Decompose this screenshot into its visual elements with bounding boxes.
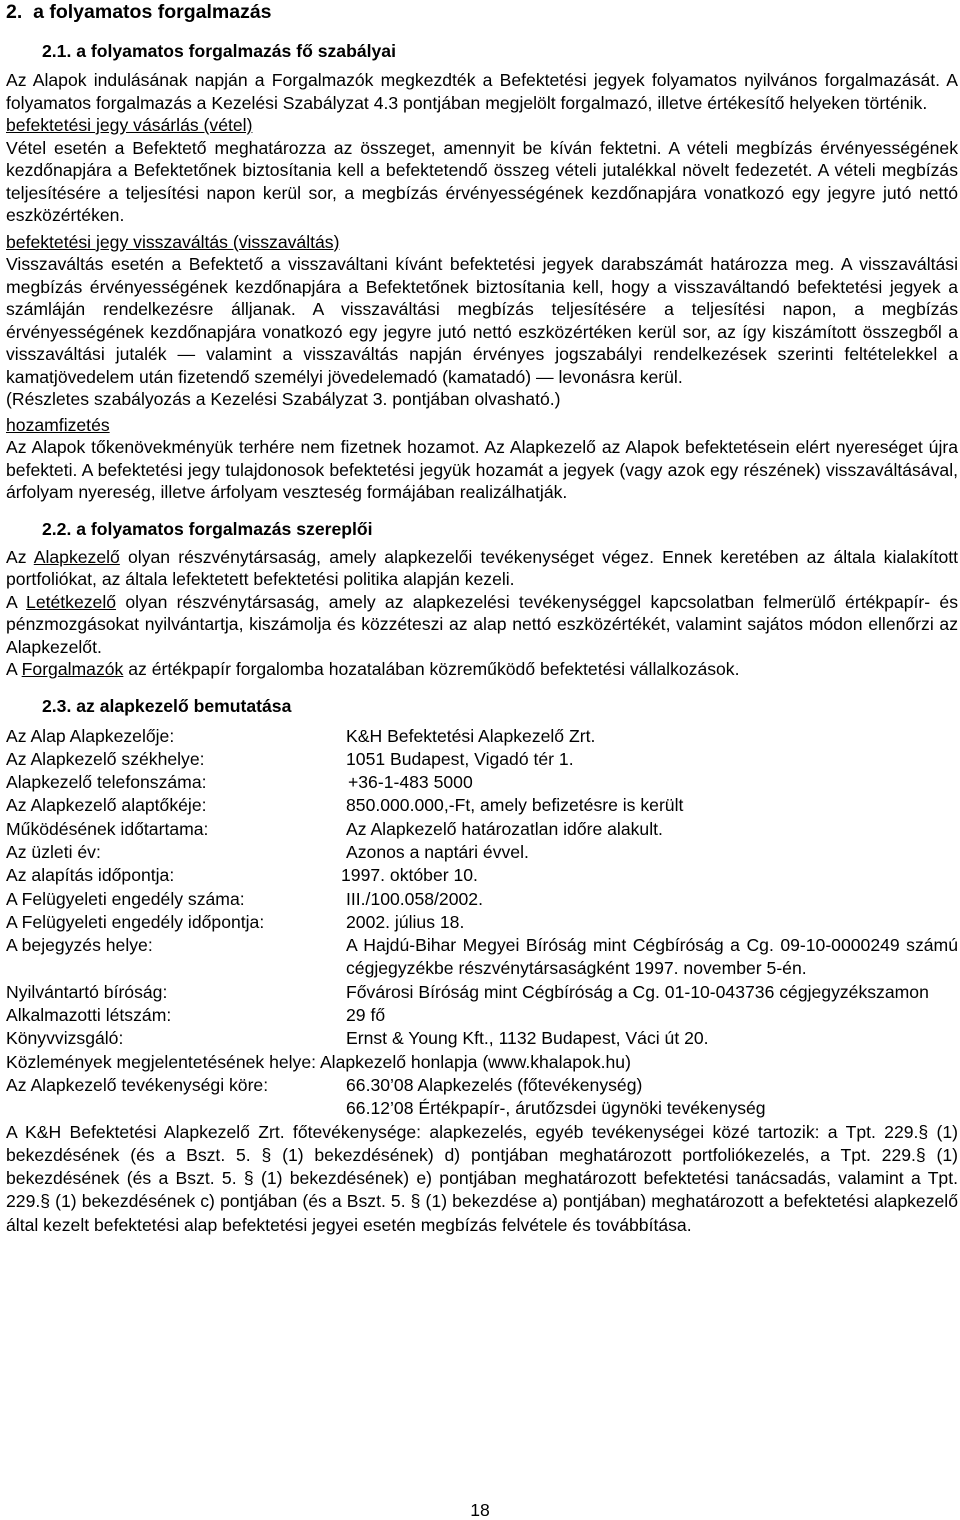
detail-value: Fővárosi Bíróság mint Cégbíróság a Cg. 01-10-043736 cégjegyzékszamon	[346, 981, 929, 1002]
role-description: az értékpapír forgalomba hozatalában közreműködő befektetési vállalkozások.	[123, 659, 740, 679]
yield-heading: hozamfizetés	[6, 414, 110, 435]
role-letetkezelo	[6, 591, 958, 659]
subsection-heading-2-1: 2.1. a folyamatos forgalmazás fő szabályai	[42, 41, 396, 61]
detail-value: +36-1-483 5000	[348, 772, 473, 793]
page-number: 18	[470, 1500, 490, 1520]
detail-value: Ernst & Young Kft., 1132 Budapest, Váci út 20.	[346, 1028, 709, 1049]
detail-value: Az Alapkezelő határozatlan időre alakult.	[346, 818, 663, 839]
activity-scope-cont	[6, 1097, 958, 1120]
role-alapkezelo	[6, 546, 958, 591]
term-alapkezelo: Alapkezelő	[33, 546, 120, 567]
detail-label: Az Alapkezelő alaptőkéje:	[6, 795, 207, 816]
detail-row	[6, 911, 958, 934]
closing-paragraph: A K&H Befektetési Alapkezelő Zrt. főtevékenysége: alapkezelés, egyéb tevékenységei közé tartozik: a Tpt. 229.§ (1) bekezdésének (és a Bszt. 5. § (1) bekezdésének) d) pontjában meghatározott portfoliókezelés, a Tpt. 229.§ (1) bekezdésének (és a Bszt. 5. § (1) bekezdésének) e) pontjában meghatározott befektetési tanácsadás, valamint a Tpt. 229.§ (1) bekezdésének c) pontjában (és a Bszt. 5. § (1) bekezdése a) pontjában) meghatározott a befektetési alapkezelő által kezelt befektetési alap befektetési jegyei esetén megbízás felvétele és továbbítása.	[6, 1121, 958, 1235]
subsection-heading-2-2: 2.2. a folyamatos forgalmazás szereplői	[42, 518, 373, 539]
yield-paragraph: Az Alapok tőkenövekményük terhére nem fizetnek hozamot. Az Alapkezelő az Alapok befektetésein elért nyereséget újra befekteti. A befektetési jegy tulajdonosok befektetési jegyük hozamát a jegyek (vagy azok egy részének) visszaváltásával, árfolyam nyereség, illetve árfolyam veszteség formájában realizálhatják.	[6, 437, 958, 502]
detail-value: 29 fő	[346, 1005, 386, 1026]
term-forgalmazok: Forgalmazók	[21, 659, 124, 679]
document-page	[6, 0, 958, 1237]
detail-label: Alkalmazotti létszám:	[6, 1005, 172, 1026]
detail-value: 850.000.000,-Ft, amely befizetésre is került	[346, 795, 684, 816]
role-description: olyan részvénytársaság, amely az alapkezelési tevékenységgel kapcsolatban felmerülő értékpapír- és pénzmozgásokat nyilvántartja, kiszámolja és közzéteszi az alap nettó eszközértékét, valamint sajátos módon ellenőrzi az Alapkezelőt.	[6, 591, 958, 657]
detail-label: Az Alap Alapkezelője:	[6, 725, 175, 746]
role-prefix: A	[6, 591, 27, 612]
role-prefix: Az	[6, 546, 34, 567]
detail-row	[6, 1027, 958, 1050]
detail-label: Működésének időtartama:	[6, 818, 209, 839]
detail-value: III./100.058/2002.	[346, 888, 483, 909]
company-details	[6, 725, 958, 1121]
detail-row	[6, 725, 958, 748]
detail-row	[6, 981, 958, 1004]
buy-paragraph: Vétel esetén a Befektető meghatározza az összeget, amennyit be kíván fektetni. A vételi megbízás érvényességének kezdőnapjára a Befektetőnek biztosítania kell a befektetendő összeg vételi jutalékkal növelt fedezetét. A vételi megbízás teljesítésére a teljesítési napon kerül sor, a megbízás érvényességének kezdőnapjára vonatkozó egy jegyre jutó nettó eszközértéken.	[6, 137, 958, 225]
activity-main: 66.30’08 Alapkezelés (főtevékenység)	[346, 1074, 643, 1095]
detail-row	[6, 841, 958, 864]
detail-value: A Hajdú-Bihar Megyei Bíróság mint Cégbíróság a Cg. 09-10-0000249 számú cégjegyzékbe részvénytársaságként 1997. november 5-én.	[346, 935, 958, 979]
detail-value: Azonos a naptári évvel.	[346, 841, 529, 862]
detail-label: Az Alapkezelő székhelye:	[6, 748, 205, 769]
detail-label: Alapkezelő telefonszáma:	[6, 772, 207, 793]
buy-heading: befektetési jegy vásárlás (vétel)	[6, 115, 253, 135]
role-prefix: A	[6, 659, 22, 679]
detail-value: K&H Befektetési Alapkezelő Zrt.	[346, 725, 596, 746]
detail-label: A bejegyzés helye:	[6, 935, 153, 956]
section-heading-2: 2. a folyamatos forgalmazás	[6, 1, 272, 23]
detail-row	[6, 1004, 958, 1027]
detail-label: A Felügyeleti engedély időpontja:	[6, 911, 265, 932]
detail-label: A Felügyeleti engedély száma:	[6, 888, 245, 909]
redeem-heading: befektetési jegy visszaváltás (visszaváltás)	[6, 231, 340, 252]
detail-row	[6, 794, 958, 817]
detail-label: Nyilvántartó bíróság:	[6, 981, 168, 1002]
detail-label: Az Alapkezelő tevékenységi köre:	[6, 1074, 269, 1095]
detail-row	[6, 771, 958, 794]
role-description: olyan részvénytársaság, amely alapkezelői tevékenységet végez. Ennek keretében az általa kialakított portfoliókat, az általa lefektetett befektetési politika alapján kezeli.	[6, 546, 959, 589]
redeem-paragraph: Visszaváltás esetén a Befektető a visszaváltani kívánt befektetési jegyek darabszámát határozza meg. A visszaváltási megbízás érvényességének kezdőnapjára a Befektetőnek biztosítania kell, hogy a visszaváltandó befektetési jegyek a számláján rendelkezésre álljanak. A visszaváltási megbízás teljesítésére a teljesítési napon, a megbízás érvényességének kezdőnapjára vonatkozó egy jegyre jutó nettó eszközértéken kerül sor, az így kiszámított összegből a visszaváltási jutalék — valamint a visszaváltás napján érvényes jogszabályi rendelkezések szerinti feltételekkel a kamatjövedelem után fizetendő személyi jövedelemadó (kamatadó) — levonásra kerül.	[6, 254, 958, 387]
detail-row	[6, 818, 958, 841]
detail-label: Az üzleti év:	[6, 841, 101, 862]
detail-row	[6, 864, 958, 887]
role-forgalmazok	[6, 658, 958, 681]
redeem-note: (Részletes szabályozás a Kezelési Szabályzat 3. pontjában olvasható.)	[6, 389, 561, 409]
intro-paragraph: Az Alapok indulásának napján a Forgalmazók megkezdték a Befektetési jegyek folyamatos nyilvános forgalmazását. A folyamatos forgalmazás a Kezelési Szabályzat 4.3 pontjában megjelölt forgalmazó, illetve értékesítő helyeken történik.	[6, 70, 958, 113]
term-letetkezelo: Letétkezelő	[26, 591, 117, 612]
activity-scope	[6, 1074, 958, 1097]
subsection-heading-2-3: 2.3. az alapkezelő bemutatása	[42, 695, 292, 716]
detail-label: Könyvvizsgáló:	[6, 1028, 124, 1049]
publication-place: Közlemények megjelentetésének helye: Alapkezelő honlapja (www.khalapok.hu)	[6, 1051, 631, 1072]
detail-value: 1997. október 10.	[341, 865, 478, 886]
detail-value: 1051 Budapest, Vigadó tér 1.	[346, 748, 574, 769]
detail-row	[6, 934, 958, 981]
detail-row	[6, 888, 958, 911]
detail-value: 2002. július 18.	[346, 911, 465, 932]
detail-row	[6, 748, 958, 771]
activity-secondary: 66.12’08 Értékpapír-, árutőzsdei ügynöki tevékenység	[346, 1098, 766, 1119]
detail-label: Az alapítás időpontja:	[6, 865, 175, 886]
